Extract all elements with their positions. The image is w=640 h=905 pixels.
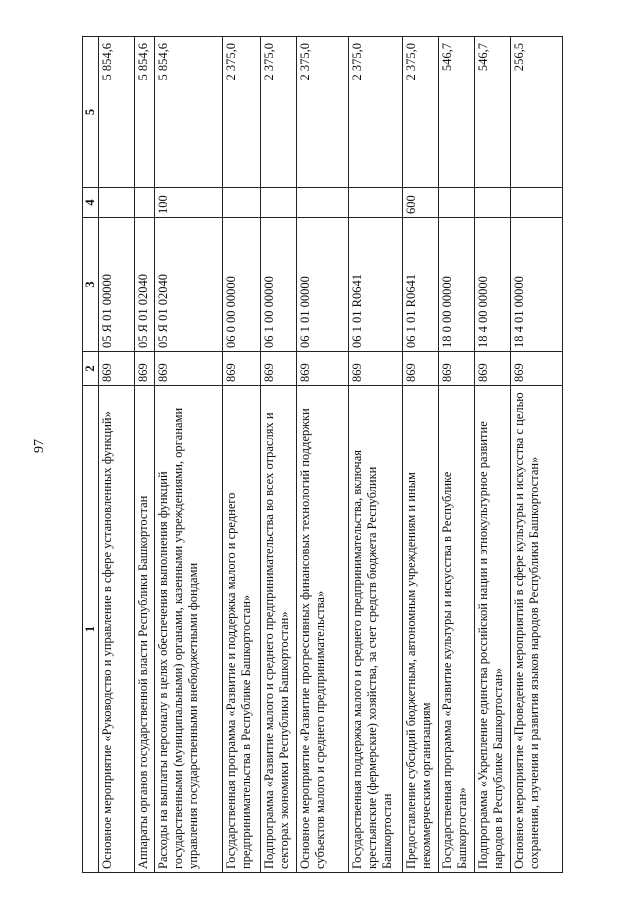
table-row: [349, 37, 403, 873]
row-sum: 2 375,0: [349, 37, 403, 188]
row-sum: 2 375,0: [403, 37, 439, 188]
row-name: Аппараты органов государственной власти Республики Башкортостан: [135, 386, 155, 873]
budget-table: [82, 36, 563, 873]
table-row: [403, 37, 439, 873]
header-col-2: 2: [83, 352, 99, 386]
row-name: Предоставление субсидий бюджетным, автономным учреждениям и иным некоммерческим организациям: [403, 386, 439, 873]
row-code: 869: [223, 352, 261, 386]
row-code: 869: [297, 352, 349, 386]
row-sum: 2 375,0: [261, 37, 297, 188]
header-col-5: 5: [83, 37, 99, 188]
row-csr: 06 0 00 00000: [223, 218, 261, 352]
row-vr: [349, 188, 403, 218]
table-row: [439, 37, 475, 873]
row-code: 869: [261, 352, 297, 386]
row-vr: 100: [155, 188, 223, 218]
row-vr: [135, 188, 155, 218]
row-csr: 05 Я 01 02040: [155, 218, 223, 352]
table-row: [99, 37, 135, 873]
header-row: [83, 37, 99, 873]
row-name: Подпрограмма «Развитие малого и среднего предпринимательства во всех отраслях и секторах экономики Республики Башкортостан»: [261, 386, 297, 873]
row-csr: 18 4 00 00000: [475, 218, 511, 352]
row-vr: [511, 188, 563, 218]
row-csr: 06 1 01 R0641: [349, 218, 403, 352]
row-sum: 546,7: [475, 37, 511, 188]
row-vr: [297, 188, 349, 218]
row-csr: 06 1 00 00000: [261, 218, 297, 352]
header-col-3: 3: [83, 218, 99, 352]
row-name: Государственная программа «Развитие культуры и искусства в Республике Башкортостан»: [439, 386, 475, 873]
row-vr: [261, 188, 297, 218]
row-sum: 2 375,0: [223, 37, 261, 188]
row-csr: 05 Я 01 00000: [99, 218, 135, 352]
row-code: 869: [155, 352, 223, 386]
row-sum: 2 375,0: [297, 37, 349, 188]
page-number: 97: [32, 439, 47, 453]
row-name: Государственная программа «Развитие и поддержка малого и среднего предпринимательства в Республике Башкортостан»: [223, 386, 261, 873]
row-vr: 600: [403, 188, 439, 218]
row-name: Расходы на выплаты персоналу в целях обеспечения выполнения функций государственными (муниципальными) органами, казенными учреждениями, органами управления государственными внебюджетными фондами: [155, 386, 223, 873]
row-code: 869: [511, 352, 563, 386]
table-row: [511, 37, 563, 873]
row-code: 869: [99, 352, 135, 386]
table-row: [155, 37, 223, 873]
row-name: Государственная поддержка малого и среднего предпринимательства, включая крестьянские (фермерские) хозяйства, за счет средств бюджета Республики Башкортостан: [349, 386, 403, 873]
budget-table-container: [82, 37, 565, 873]
row-vr: [99, 188, 135, 218]
header-col-1: 1: [83, 386, 99, 873]
table-row: [135, 37, 155, 873]
row-sum: 5 854,6: [99, 37, 135, 188]
row-csr: 18 0 00 00000: [439, 218, 475, 352]
table-row: [297, 37, 349, 873]
row-code: 869: [403, 352, 439, 386]
row-name: Основное мероприятие «Проведение мероприятий в сфере культуры и искусства с целью сохранения, изучения и развития языков народов Республики Башкортостан»: [511, 386, 563, 873]
row-name: Подпрограмма «Укрепление единства российской нации и этнокультурное развитие народов в Республике Башкортостан»: [475, 386, 511, 873]
row-sum: 546,7: [439, 37, 475, 188]
header-col-4: 4: [83, 188, 99, 218]
row-csr: 06 1 01 00000: [297, 218, 349, 352]
row-csr: 05 Я 01 02040: [135, 218, 155, 352]
row-code: 869: [439, 352, 475, 386]
row-code: 869: [349, 352, 403, 386]
table-row: [223, 37, 261, 873]
row-sum: 5 854,6: [155, 37, 223, 188]
table-row: [475, 37, 511, 873]
row-code: 869: [475, 352, 511, 386]
row-csr: 06 1 01 R0641: [403, 218, 439, 352]
row-sum: 5 854,6: [135, 37, 155, 188]
row-name: Основное мероприятие «Развитие прогрессивных финансовых технологий поддержки субъектов малого и среднего предпринимательства»: [297, 386, 349, 873]
row-name: Основное мероприятие «Руководство и управление в сфере установленных функций»: [99, 386, 135, 873]
row-sum: 256,5: [511, 37, 563, 188]
row-vr: [439, 188, 475, 218]
row-vr: [223, 188, 261, 218]
row-csr: 18 4 01 00000: [511, 218, 563, 352]
row-vr: [475, 188, 511, 218]
row-code: 869: [135, 352, 155, 386]
table-row: [261, 37, 297, 873]
